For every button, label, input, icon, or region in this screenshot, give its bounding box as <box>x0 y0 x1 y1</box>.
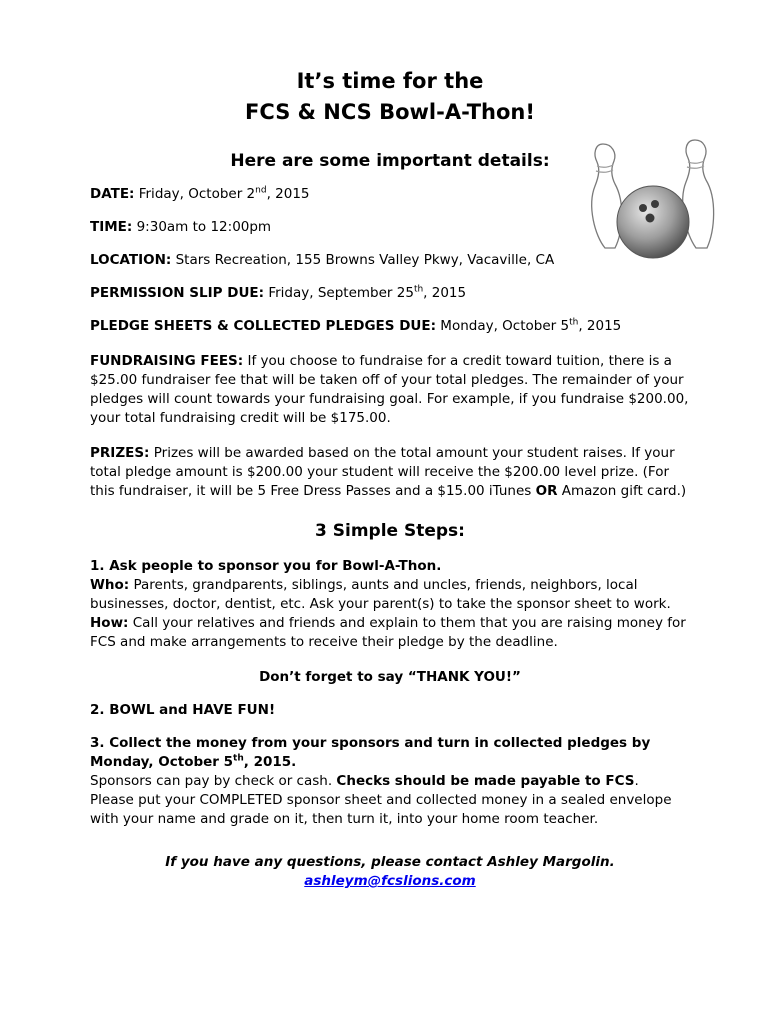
contact-line: If you have any questions, please contact Ashley Margolin. <box>165 854 615 870</box>
pledges-year: , 2015 <box>578 318 622 334</box>
prizes-paragraph <box>90 444 690 501</box>
fundraising-text: If you choose to fundraise for a credit toward tuition, there is a $25.00 fundraiser fee that will be taken off of your total pledges. The remainder of your pledges will count towards your fundraising goal. For example, if you fundraise $200.00, your total fundraising credit will be $175.00. <box>90 353 689 426</box>
step-3-instructions: Please put your COMPLETED sponsor sheet and collected money in a sealed envelope with your name and grade on it, then turn it, into your home room teacher. <box>90 792 672 827</box>
step-3-year: , 2015. <box>243 754 297 770</box>
date-suffix: nd <box>255 185 267 196</box>
location-label: LOCATION: <box>90 252 172 268</box>
prizes-text: Prizes will be awarded based on the total amount your student raises. If your total pledge amount is $200.00 your student will receive the $200.00 level prize. (For this fundraiser, it will be 5 Free Dress Passes and a $15.00 iTunes <box>90 445 675 499</box>
how-label: How: <box>90 615 129 631</box>
step-2-heading: 2. BOWL and HAVE FUN! <box>90 702 276 718</box>
payment-end: . <box>634 773 639 789</box>
step-1-who <box>90 576 690 614</box>
step-3-heading <box>90 734 690 772</box>
title-line-1: It’s time for the <box>296 69 484 93</box>
location-detail <box>90 251 690 270</box>
pledges-value: Monday, October 5 <box>436 318 570 334</box>
permission-suffix: th <box>413 284 424 295</box>
page-title <box>90 66 690 128</box>
permission-year: , 2015 <box>423 285 467 301</box>
prizes-text-end: Amazon gift card.) <box>557 483 687 499</box>
time-value: 9:30am to 12:00pm <box>132 219 272 235</box>
who-text: Parents, grandparents, siblings, aunts and uncles, friends, neighbors, local businesses, doctor, dentist, etc. Ask your parent(s) to take the sponsor sheet to work. <box>90 577 671 612</box>
prizes-label: PRIZES: <box>90 445 150 461</box>
who-label: Who: <box>90 577 130 593</box>
step-1-heading: 1. Ask people to sponsor you for Bowl-A-Thon. <box>90 558 442 574</box>
permission-value: Friday, September 25 <box>264 285 414 301</box>
time-detail <box>90 218 690 237</box>
fundraising-label: FUNDRAISING FEES: <box>90 353 244 369</box>
date-year: , 2015 <box>266 186 310 202</box>
step-1-how <box>90 614 690 652</box>
permission-label: PERMISSION SLIP DUE: <box>90 285 265 301</box>
how-text: Call your relatives and friends and explain to them that you are raising money for FCS and make arrangements to receive their pledge by the deadline. <box>90 615 686 650</box>
flyer-page <box>90 66 690 891</box>
date-label: DATE: <box>90 186 135 202</box>
pledges-label: PLEDGE SHEETS & COLLECTED PLEDGES DUE: <box>90 318 436 334</box>
pledges-detail <box>90 317 690 336</box>
step-3-heading-text: 3. Collect the money from your sponsors and turn in collected pledges by Monday, October 5 <box>90 735 651 770</box>
steps-heading: 3 Simple Steps: <box>315 521 465 541</box>
email-link[interactable]: ashleym@fcslions.com <box>304 873 476 889</box>
permission-detail <box>90 284 690 303</box>
payment-bold: Checks should be made payable to FCS <box>336 773 635 789</box>
date-value: Friday, October 2 <box>134 186 256 202</box>
payment-text: Sponsors can pay by check or cash. <box>90 773 337 789</box>
location-value: Stars Recreation, 155 Browns Valley Pkwy, Vacaville, CA <box>171 252 555 268</box>
date-detail <box>90 185 690 204</box>
title-line-2: FCS & NCS Bowl-A-Thon! <box>245 100 535 124</box>
details-heading: Here are some important details: <box>230 151 550 171</box>
pledges-suffix: th <box>569 317 579 328</box>
prizes-or: OR <box>535 483 558 499</box>
fundraising-paragraph <box>90 352 690 428</box>
thank-you-reminder: Don’t forget to say “THANK YOU!” <box>259 669 521 685</box>
time-label: TIME: <box>90 219 133 235</box>
step-3-payment <box>90 772 690 791</box>
step-3-suffix: th <box>233 753 244 764</box>
